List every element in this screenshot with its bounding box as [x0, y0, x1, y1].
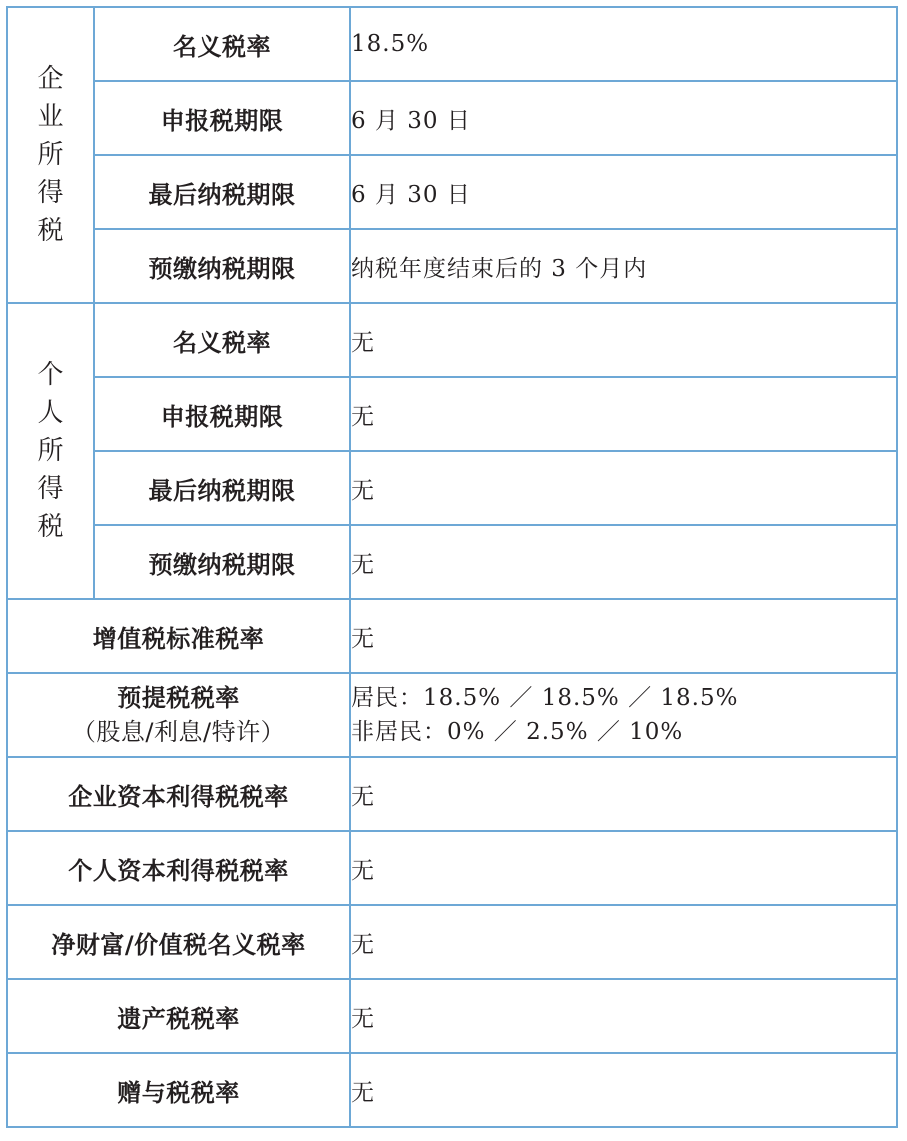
row-value: 6 月 30 日: [350, 155, 897, 229]
tax-table-container: [6, 6, 898, 1128]
row-value: 无: [350, 377, 897, 451]
table-row: [7, 155, 897, 229]
row-label: 个人资本利得税税率: [7, 831, 350, 905]
row-label: 申报税期限: [94, 377, 350, 451]
row-value: 无: [350, 757, 897, 831]
row-label: 名义税率: [94, 7, 350, 81]
group-label-char: 所: [37, 436, 64, 466]
table-row: [7, 451, 897, 525]
row-label: 名义税率: [94, 303, 350, 377]
row-label: 预缴纳税期限: [94, 229, 350, 303]
row-value: 无: [350, 831, 897, 905]
row-label: 最后纳税期限: [94, 451, 350, 525]
group-label-corporate-income-tax: [7, 7, 94, 303]
row-label: 最后纳税期限: [94, 155, 350, 229]
group-label-personal-income-tax: [7, 303, 94, 599]
group-label-char: 税: [37, 216, 64, 246]
row-label: 企业资本利得税税率: [7, 757, 350, 831]
row-label-withholding: [7, 673, 350, 757]
table-row: [7, 599, 897, 673]
row-value: 纳税年度结束后的 3 个月内: [350, 229, 897, 303]
table-row: [7, 303, 897, 377]
row-label: 申报税期限: [94, 81, 350, 155]
group-label-char: 个: [37, 360, 64, 390]
group-label-char: 业: [37, 102, 64, 132]
group-label-char: 人: [37, 398, 64, 428]
row-value: 6 月 30 日: [350, 81, 897, 155]
group-label-char: 得: [37, 474, 64, 504]
table-row: [7, 7, 897, 81]
row-value: 无: [350, 905, 897, 979]
row-label: 净财富/价值税名义税率: [7, 905, 350, 979]
row-value-line: 非居民：0% ／ 2.5% ／ 10%: [351, 719, 684, 745]
row-value-withholding: [350, 673, 897, 757]
row-value: 无: [350, 451, 897, 525]
group-label-char: 企: [37, 64, 64, 94]
table-row: [7, 377, 897, 451]
table-row: [7, 229, 897, 303]
row-value: 18.5%: [350, 7, 897, 81]
tax-table: [6, 6, 898, 1128]
row-value: 无: [350, 979, 897, 1053]
table-row: [7, 905, 897, 979]
row-value: 无: [350, 1053, 897, 1127]
table-row: [7, 673, 897, 757]
row-value: 无: [350, 525, 897, 599]
table-row: [7, 831, 897, 905]
table-row: [7, 757, 897, 831]
table-row: [7, 979, 897, 1053]
group-label-char: 税: [37, 512, 64, 542]
row-label: 预缴纳税期限: [94, 525, 350, 599]
row-value: 无: [350, 303, 897, 377]
table-row: [7, 525, 897, 599]
table-row: [7, 81, 897, 155]
table-row: [7, 1053, 897, 1127]
group-label-char: 所: [37, 140, 64, 170]
row-label-line: （股息/利息/特许）: [71, 718, 286, 746]
row-label: 遗产税税率: [7, 979, 350, 1053]
group-label-char: 得: [37, 178, 64, 208]
row-label: 增值税标准税率: [7, 599, 350, 673]
row-value: 无: [350, 599, 897, 673]
row-value-line: 居民：18.5% ／ 18.5% ／ 18.5%: [351, 685, 739, 711]
row-label: 赠与税税率: [7, 1053, 350, 1127]
row-label-line: 预提税税率: [117, 684, 240, 712]
